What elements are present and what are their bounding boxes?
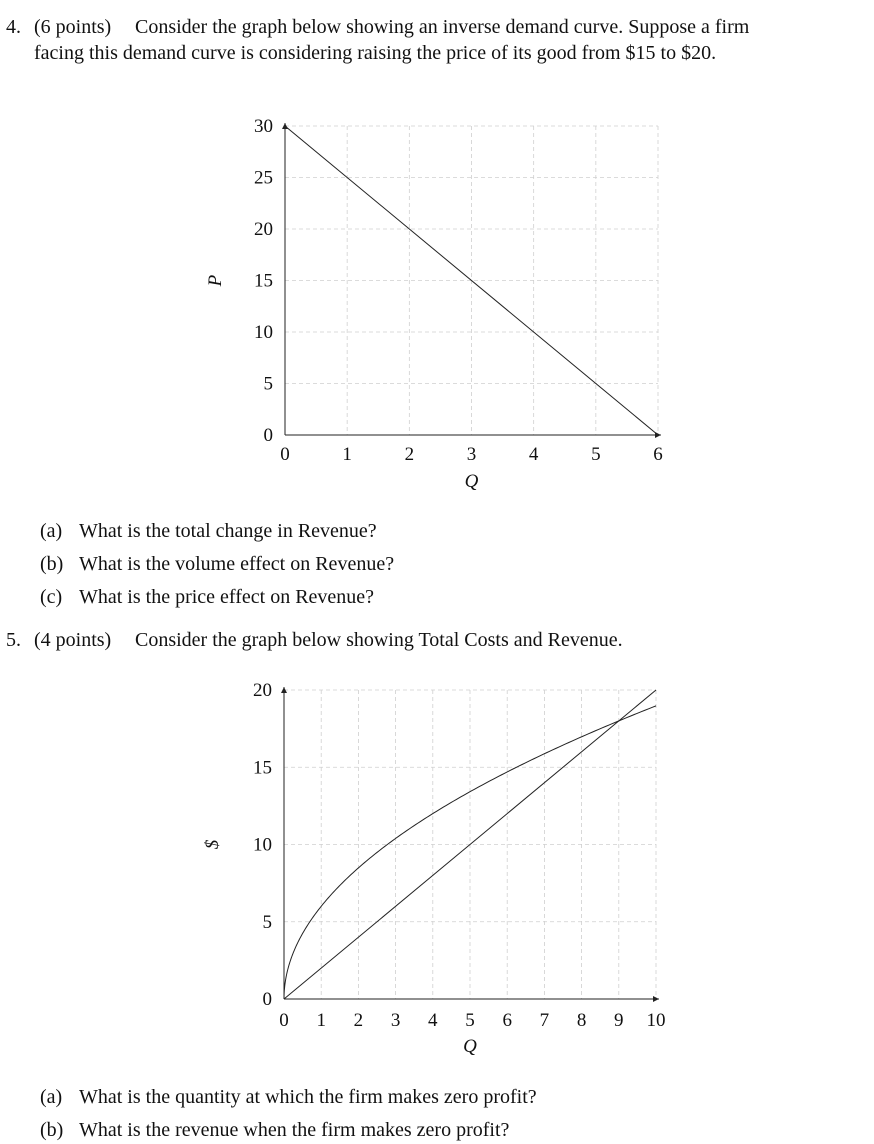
x-tick-label: 6: [502, 1010, 512, 1031]
question-5-number: 5.: [6, 629, 21, 651]
y-tick-label: 10: [254, 322, 273, 343]
x-tick-label: 1: [342, 444, 352, 465]
x-tick-label: 5: [591, 444, 601, 465]
x-tick-label: 10: [646, 1010, 666, 1031]
subpart-5a-label: (a): [40, 1086, 63, 1108]
y-tick-label: 15: [254, 270, 273, 292]
x-tick-label: 4: [528, 444, 539, 465]
subpart-4b-label: (b): [40, 553, 64, 575]
y-tick-label: 5: [263, 373, 273, 395]
x-axis-arrow: [653, 996, 659, 1002]
question-4-points: (6 points): [34, 16, 112, 38]
x-tick-label: 3: [466, 444, 477, 465]
x-tick-label: 8: [576, 1010, 587, 1031]
y-tick-label: 20: [254, 219, 273, 240]
subpart-4c-text: What is the price effect on Revenue?: [79, 586, 375, 608]
x-tick-label: 4: [428, 1010, 438, 1031]
question-5-points: (4 points): [34, 629, 112, 651]
y-tick-label: 15: [253, 757, 272, 779]
x-tick-label: 2: [353, 1010, 364, 1031]
question-4-number: 4.: [6, 16, 21, 38]
x-axis-title: Q: [463, 1036, 477, 1057]
x-tick-label: 2: [404, 444, 415, 465]
y-tick-label: 5: [262, 911, 272, 933]
y-axis-title: $: [202, 839, 223, 850]
question-5-text-line1: Consider the graph below showing Total Costs and Revenue.: [135, 629, 623, 651]
y-tick-label: 30: [254, 116, 273, 137]
y-tick-label: 10: [253, 834, 272, 856]
x-tick-label: 6: [653, 444, 663, 465]
x-tick-label: 3: [390, 1010, 401, 1031]
y-tick-label: 25: [254, 167, 273, 189]
x-tick-label: 7: [539, 1010, 550, 1031]
x-axis-title: Q: [464, 471, 479, 492]
subpart-5b-text: What is the revenue when the firm makes zero profit?: [79, 1119, 510, 1141]
subpart-4c-label: (c): [40, 586, 63, 608]
subpart-5b-label: (b): [40, 1119, 64, 1141]
x-tick-label: 0: [280, 444, 290, 465]
question-4-text-line1: Consider the graph below showing an inverse demand curve. Suppose a firm: [135, 16, 750, 38]
y-axis-title: P: [205, 274, 226, 287]
y-tick-label: 0: [262, 989, 272, 1010]
subpart-4b-text: What is the volume effect on Revenue?: [79, 553, 395, 575]
x-tick-label: 1: [316, 1010, 326, 1031]
subpart-5a-text: What is the quantity at which the firm makes zero profit?: [79, 1086, 537, 1108]
subpart-4a-label: (a): [40, 520, 63, 542]
x-tick-label: 0: [279, 1010, 289, 1031]
subpart-4a-text: What is the total change in Revenue?: [79, 520, 377, 542]
x-tick-label: 5: [465, 1010, 475, 1031]
question-4-text-line2: facing this demand curve is considering raising the price of its good from $15 to $20.: [34, 42, 717, 64]
y-tick-label: 0: [263, 425, 273, 446]
x-tick-label: 9: [614, 1010, 624, 1031]
y-tick-label: 20: [253, 680, 272, 701]
